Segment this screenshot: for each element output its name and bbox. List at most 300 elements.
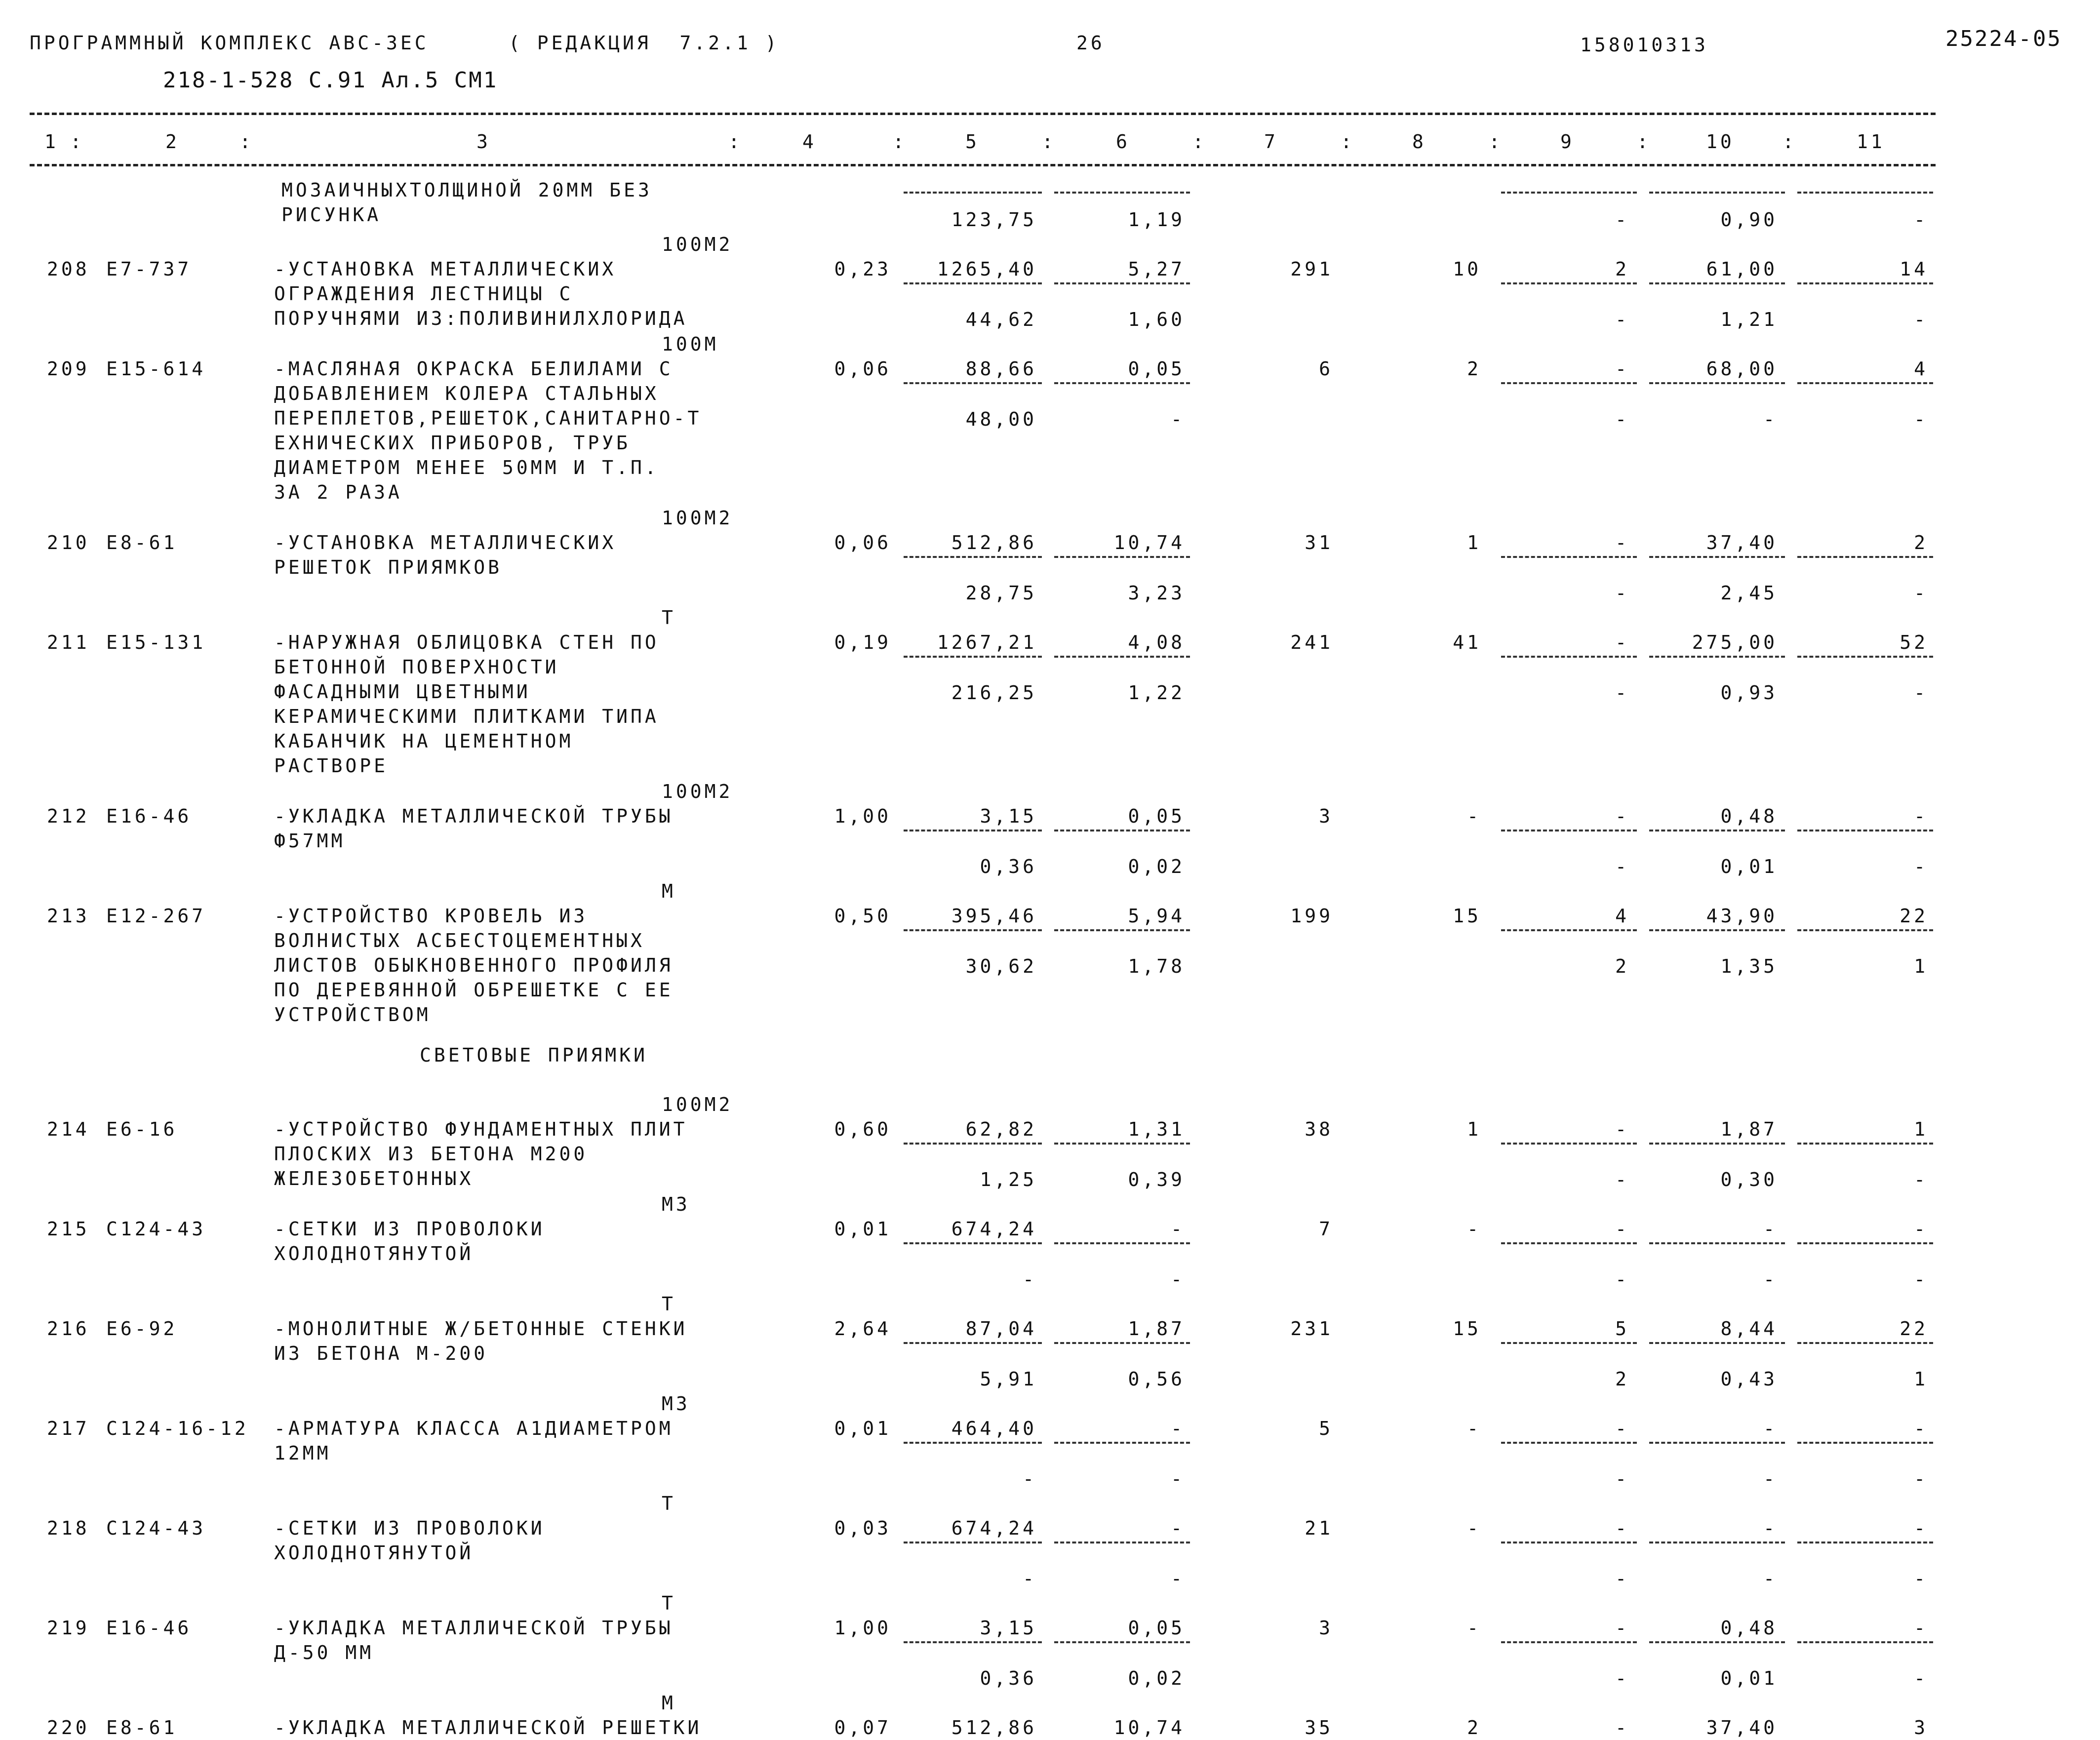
rate-code: С124-43 xyxy=(106,1218,206,1240)
cell-sub-s10: - xyxy=(1763,1568,1778,1589)
cell-c10: 0,90 xyxy=(1720,209,1778,231)
section-title: СВЕТОВЫЕ ПРИЯМКИ xyxy=(420,1044,648,1066)
rate-code: Е15-131 xyxy=(106,632,206,653)
subtotal-separator xyxy=(1649,1143,1785,1145)
cell-c11: - xyxy=(1914,805,1928,827)
cell-c11: 4 xyxy=(1914,358,1928,380)
cell-c7: 3 xyxy=(1319,805,1333,827)
subtotal-separator xyxy=(1501,1342,1637,1344)
subtotal-separator xyxy=(1797,192,1933,194)
row-number: 210 xyxy=(47,532,90,554)
subtotal-separator xyxy=(904,656,1042,658)
rate-code: Е6-92 xyxy=(106,1318,178,1340)
cell-sub-s11: 1 xyxy=(1914,955,1928,977)
cell-c7: 31 xyxy=(1305,532,1333,554)
cell-sub-s6: - xyxy=(1171,408,1185,430)
cell-c7: 3 xyxy=(1319,1617,1333,1639)
cell-c6: 10,74 xyxy=(1113,532,1185,554)
cell-qty: 0,06 xyxy=(834,532,891,554)
cell-sub-s10: 0,43 xyxy=(1720,1368,1778,1390)
cell-c7: 6 xyxy=(1319,358,1333,380)
cell-sub-s6: 1,78 xyxy=(1128,955,1185,977)
cell-sub-s9: - xyxy=(1615,1568,1629,1589)
col-separator: : xyxy=(1637,131,1651,153)
cell-c8: - xyxy=(1467,1617,1481,1639)
cell-c5: 87,04 xyxy=(965,1318,1037,1340)
cell-sub-s6: 3,23 xyxy=(1128,582,1185,604)
item-description-line: 12ММ xyxy=(274,1442,331,1464)
cell-c11: 22 xyxy=(1900,905,1928,927)
cell-c5: 1265,40 xyxy=(937,258,1037,280)
item-description-line: ХОЛОДНОТЯНУТОЙ xyxy=(274,1542,474,1564)
cell-qty: 0,01 xyxy=(834,1218,891,1240)
item-description-line: -УСТАНОВКА МЕТАЛЛИЧЕСКИХ xyxy=(274,532,617,554)
item-description-line: -МАСЛЯНАЯ ОКРАСКА БЕЛИЛАМИ С xyxy=(274,358,674,380)
cell-sub-s6: - xyxy=(1171,1268,1185,1290)
subtotal-separator xyxy=(1054,929,1190,931)
cell-c9: - xyxy=(1615,1717,1629,1739)
cell-sub-s6: - xyxy=(1171,1468,1185,1490)
cell-c7: 5 xyxy=(1319,1418,1333,1439)
cell-c8: 10 xyxy=(1453,258,1481,280)
subtotal-separator xyxy=(1797,830,1933,831)
item-description-line: -УКЛАДКА МЕТАЛЛИЧЕСКОЙ РЕШЕТКИ xyxy=(274,1717,702,1739)
cell-sub-s6: 1,22 xyxy=(1128,682,1185,704)
subtotal-separator xyxy=(1054,1542,1190,1543)
cell-sub-s10: 0,01 xyxy=(1720,1667,1778,1689)
cell-sub-s5: 216,25 xyxy=(951,682,1037,704)
cell-sub-s10: 2,45 xyxy=(1720,582,1778,604)
cell-c9: - xyxy=(1615,1617,1629,1639)
cell-sub-s10: 1,21 xyxy=(1720,309,1778,330)
cell-c7: 35 xyxy=(1305,1717,1333,1739)
cell-c9: - xyxy=(1615,632,1629,653)
subtotal-separator xyxy=(1054,1641,1190,1643)
unit-label: М3 xyxy=(662,1393,690,1415)
subtotal-separator xyxy=(1797,1242,1933,1244)
cell-sub-s5: 0,36 xyxy=(980,856,1037,877)
cell-sub-s9: - xyxy=(1615,1667,1629,1689)
cell-c10: - xyxy=(1763,1418,1778,1439)
rate-code: Е15-614 xyxy=(106,358,206,380)
header-rule-top xyxy=(30,113,1936,115)
item-description-line: -УСТРОЙСТВО КРОВЕЛЬ ИЗ xyxy=(274,905,588,927)
subtotal-separator xyxy=(1501,282,1637,284)
item-description-line: ЖЕЛЕЗОБЕТОННЫХ xyxy=(274,1168,474,1189)
subtotal-separator xyxy=(1797,1143,1933,1145)
cell-c6: 0,05 xyxy=(1128,358,1185,380)
col-header-8: 8 xyxy=(1412,131,1426,153)
cell-sub-s11: - xyxy=(1914,582,1928,604)
subtotal-separator xyxy=(1054,1442,1190,1444)
subtotal-separator xyxy=(1649,382,1785,384)
row-number: 214 xyxy=(47,1118,90,1140)
item-description-line: -НАРУЖНАЯ ОБЛИЦОВКА СТЕН ПО xyxy=(274,632,659,653)
cell-sub-s10: - xyxy=(1763,1268,1778,1290)
subtotal-separator xyxy=(1501,556,1637,558)
subtotal-separator xyxy=(1054,282,1190,284)
rate-code: Е7-737 xyxy=(106,258,192,280)
cell-c7: 291 xyxy=(1290,258,1333,280)
cell-c8: - xyxy=(1467,1517,1481,1539)
cell-c9: - xyxy=(1615,805,1629,827)
cell-qty: 0,06 xyxy=(834,358,891,380)
item-description-line: ОГРАЖДЕНИЯ ЛЕСТНИЦЫ С xyxy=(274,283,574,305)
item-description-line: КАБАНЧИК НА ЦЕМЕНТНОМ xyxy=(274,730,574,752)
subtotal-separator xyxy=(1649,656,1785,658)
cell-sub-s9: - xyxy=(1615,682,1629,704)
cell-c5: 62,82 xyxy=(965,1118,1037,1140)
cell-c7: 21 xyxy=(1305,1517,1333,1539)
col-separator: : xyxy=(1192,131,1207,153)
cell-sub-s9: 2 xyxy=(1615,1368,1629,1390)
subtotal-separator xyxy=(904,1342,1042,1344)
cell-c6: 1,87 xyxy=(1128,1318,1185,1340)
subtotal-separator xyxy=(1501,382,1637,384)
cell-sub-s10: 1,35 xyxy=(1720,955,1778,977)
cell-sub-s11: - xyxy=(1914,682,1928,704)
col-separator: : xyxy=(1489,131,1503,153)
col-header-4: 4 xyxy=(802,131,817,153)
cell-c9: - xyxy=(1615,1118,1629,1140)
cell-sub-s5: 1,25 xyxy=(980,1169,1037,1190)
subtotal-separator xyxy=(1054,556,1190,558)
cell-sub-s5: 5,91 xyxy=(980,1368,1037,1390)
cell-c10: 37,40 xyxy=(1706,532,1778,554)
subtotal-separator xyxy=(1797,1442,1933,1444)
cell-qty: 0,60 xyxy=(834,1118,891,1140)
cell-sub-s11: - xyxy=(1914,309,1928,330)
cell-c6: - xyxy=(1171,1418,1185,1439)
item-description-line: ХОЛОДНОТЯНУТОЙ xyxy=(274,1243,474,1265)
unit-label: Т xyxy=(662,1293,676,1315)
cell-sub-s9: - xyxy=(1615,1169,1629,1190)
row-number: 209 xyxy=(47,358,90,380)
cell-c10: 0,48 xyxy=(1720,805,1778,827)
col-header-3: 3 xyxy=(476,131,491,153)
item-description-line: -СЕТКИ ИЗ ПРОВОЛОКИ xyxy=(274,1517,545,1539)
col-separator: : xyxy=(893,131,907,153)
row-number: 220 xyxy=(47,1717,90,1739)
cell-c5: 674,24 xyxy=(951,1517,1037,1539)
cell-sub-s11: - xyxy=(1914,1667,1928,1689)
subtotal-separator xyxy=(1649,192,1785,194)
item-description-line: РИСУНКА xyxy=(281,204,382,226)
col-header-2: 2 xyxy=(165,131,180,153)
subtotal-separator xyxy=(1797,1641,1933,1643)
item-description-line: ПОРУЧНЯМИ ИЗ:ПОЛИВИНИЛХЛОРИДА xyxy=(274,308,688,329)
col-header-10: 10 xyxy=(1706,131,1735,153)
rate-code: С124-43 xyxy=(106,1517,206,1539)
document-subtitle: 218-1-528 С.91 Ал.5 СМ1 xyxy=(163,68,498,93)
cell-c7: 7 xyxy=(1319,1218,1333,1240)
cell-sub-s5: 44,62 xyxy=(965,309,1037,330)
subtotal-separator xyxy=(1797,382,1933,384)
cell-c6: 4,08 xyxy=(1128,632,1185,653)
subtotal-separator xyxy=(904,1641,1042,1643)
cell-c11: 52 xyxy=(1900,632,1928,653)
subtotal-separator xyxy=(1501,929,1637,931)
col-separator: : xyxy=(70,131,84,153)
cell-c7: 241 xyxy=(1290,632,1333,653)
cell-c11: 1 xyxy=(1914,1118,1928,1140)
subtotal-separator xyxy=(1649,1442,1785,1444)
item-description-line: ПЛОСКИХ ИЗ БЕТОНА М200 xyxy=(274,1143,588,1165)
item-description-line: -СЕТКИ ИЗ ПРОВОЛОКИ xyxy=(274,1218,545,1240)
cell-c6: 1,31 xyxy=(1128,1118,1185,1140)
col-header-7: 7 xyxy=(1264,131,1278,153)
item-description-line: -УКЛАДКА МЕТАЛЛИЧЕСКОЙ ТРУБЫ xyxy=(274,805,674,827)
cell-c5: 512,86 xyxy=(951,532,1037,554)
subtotal-separator xyxy=(1501,1442,1637,1444)
cell-c6: 5,27 xyxy=(1128,258,1185,280)
cell-c11: - xyxy=(1914,1517,1928,1539)
cell-c5: 123,75 xyxy=(951,209,1037,231)
cell-qty: 1,00 xyxy=(834,1617,891,1639)
cell-c6: 10,74 xyxy=(1113,1717,1185,1739)
row-number: 216 xyxy=(47,1318,90,1340)
item-description-line: ФАСАДНЫМИ ЦВЕТНЫМИ xyxy=(274,681,531,703)
cell-sub-s5: 30,62 xyxy=(965,955,1037,977)
col-header-5: 5 xyxy=(965,131,980,153)
edition-label: ( РЕДАКЦИЯ 7.2.1 ) xyxy=(509,32,780,54)
cell-c9: - xyxy=(1615,358,1629,380)
row-number: 208 xyxy=(47,258,90,280)
cell-c11: - xyxy=(1914,209,1928,231)
item-description-line: УСТРОЙСТВОМ xyxy=(274,1004,431,1026)
cell-qty: 2,64 xyxy=(834,1318,891,1340)
item-description-line: ИЗ БЕТОНА М-200 xyxy=(274,1343,488,1364)
cell-sub-s10: - xyxy=(1763,408,1778,430)
rate-code: Е8-61 xyxy=(106,1717,178,1739)
cell-c7: 38 xyxy=(1305,1118,1333,1140)
unit-label: 100М xyxy=(662,333,719,355)
col-header-9: 9 xyxy=(1560,131,1575,153)
unit-label: Т xyxy=(662,1493,676,1514)
subtotal-separator xyxy=(1501,1641,1637,1643)
subtotal-separator xyxy=(904,1242,1042,1244)
subtotal-separator xyxy=(904,1143,1042,1145)
cell-sub-s9: - xyxy=(1615,309,1629,330)
cell-c9: - xyxy=(1615,1218,1629,1240)
item-description-line: -УСТАНОВКА МЕТАЛЛИЧЕСКИХ xyxy=(274,258,617,280)
cell-c10: 8,44 xyxy=(1720,1318,1778,1340)
subtotal-separator xyxy=(1649,1342,1785,1344)
unit-label: М3 xyxy=(662,1193,690,1215)
cell-sub-s6: - xyxy=(1171,1568,1185,1589)
cell-c9: - xyxy=(1615,1418,1629,1439)
item-description-line: КЕРАМИЧЕСКИМИ ПЛИТКАМИ ТИПА xyxy=(274,706,659,727)
cell-c10: 0,48 xyxy=(1720,1617,1778,1639)
cell-sub-s5: - xyxy=(1023,1468,1037,1490)
cell-c11: 2 xyxy=(1914,532,1928,554)
page-number: 26 xyxy=(1076,32,1105,54)
col-header-11: 11 xyxy=(1857,131,1885,153)
unit-label: 100М2 xyxy=(662,781,733,802)
cell-c9: - xyxy=(1615,1517,1629,1539)
cell-c5: 674,24 xyxy=(951,1218,1037,1240)
subtotal-separator xyxy=(1054,656,1190,658)
cell-c11: - xyxy=(1914,1418,1928,1439)
subtotal-separator xyxy=(1649,282,1785,284)
cell-qty: 0,50 xyxy=(834,905,891,927)
cell-sub-s5: - xyxy=(1023,1268,1037,1290)
cell-c5: 464,40 xyxy=(951,1418,1037,1439)
cell-c10: 37,40 xyxy=(1706,1717,1778,1739)
subtotal-separator xyxy=(1501,656,1637,658)
cell-c8: - xyxy=(1467,805,1481,827)
cell-c8: - xyxy=(1467,1218,1481,1240)
item-description-line: ВОЛНИСТЫХ АСБЕСТОЦЕМЕНТНЫХ xyxy=(274,930,645,951)
cell-qty: 0,03 xyxy=(834,1517,891,1539)
cell-c10: 1,87 xyxy=(1720,1118,1778,1140)
subtotal-separator xyxy=(1054,1143,1190,1145)
item-description-line: МОЗАИЧНЫХТОЛЩИНОЙ 20ММ БЕЗ xyxy=(281,179,652,201)
cell-qty: 1,00 xyxy=(834,805,891,827)
cell-c9: 5 xyxy=(1615,1318,1629,1340)
cell-c9: - xyxy=(1615,209,1629,231)
subtotal-separator xyxy=(1649,1542,1785,1543)
cell-sub-s6: 0,56 xyxy=(1128,1368,1185,1390)
cell-sub-s6: 1,60 xyxy=(1128,309,1185,330)
cell-sub-s9: - xyxy=(1615,582,1629,604)
subtotal-separator xyxy=(1797,929,1933,931)
item-description-line: ПЕРЕПЛЕТОВ,РЕШЕТОК,САНИТАРНО-Т xyxy=(274,407,702,429)
cell-c10: - xyxy=(1763,1218,1778,1240)
item-description-line: Д-50 ММ xyxy=(274,1642,374,1663)
cell-c5: 3,15 xyxy=(980,805,1037,827)
cell-c5: 3,15 xyxy=(980,1617,1037,1639)
cell-c8: 1 xyxy=(1467,1118,1481,1140)
row-number: 219 xyxy=(47,1617,90,1639)
rate-code: С124-16-12 xyxy=(106,1418,249,1439)
col-separator: : xyxy=(239,131,254,153)
subtotal-separator xyxy=(904,929,1042,931)
unit-label: 100М2 xyxy=(662,234,733,255)
cell-c10: 43,90 xyxy=(1706,905,1778,927)
item-description-line: ЕХНИЧЕСКИХ ПРИБОРОВ, ТРУБ xyxy=(274,432,631,454)
cell-c11: 3 xyxy=(1914,1717,1928,1739)
cell-c6: 5,94 xyxy=(1128,905,1185,927)
item-description-line: ДОБАВЛЕНИЕМ КОЛЕРА СТАЛЬНЫХ xyxy=(274,383,659,404)
subtotal-separator xyxy=(1797,1342,1933,1344)
cell-c11: - xyxy=(1914,1218,1928,1240)
cell-sub-s11: 1 xyxy=(1914,1368,1928,1390)
col-separator: : xyxy=(1783,131,1797,153)
cell-c6: 0,05 xyxy=(1128,1617,1185,1639)
row-number: 218 xyxy=(47,1517,90,1539)
cell-sub-s10: 0,93 xyxy=(1720,682,1778,704)
rate-code: Е16-46 xyxy=(106,805,192,827)
item-description-line: -МОНОЛИТНЫЕ Ж/БЕТОННЫЕ СТЕНКИ xyxy=(274,1318,688,1340)
cell-c5: 512,86 xyxy=(951,1717,1037,1739)
subtotal-separator xyxy=(1054,830,1190,831)
cell-c7: 231 xyxy=(1290,1318,1333,1340)
item-description-line: ПО ДЕРЕВЯННОЙ ОБРЕШЕТКЕ С ЕЕ xyxy=(274,979,674,1001)
item-description-line: Ф57ММ xyxy=(274,830,346,852)
row-number: 217 xyxy=(47,1418,90,1439)
cell-qty: 0,07 xyxy=(834,1717,891,1739)
col-separator: : xyxy=(1042,131,1056,153)
item-description-line: -УКЛАДКА МЕТАЛЛИЧЕСКОЙ ТРУБЫ xyxy=(274,1617,674,1639)
col-header-1: 1 xyxy=(44,131,59,153)
cell-c6: - xyxy=(1171,1218,1185,1240)
subtotal-separator xyxy=(1501,1242,1637,1244)
cell-sub-s9: - xyxy=(1615,856,1629,877)
item-description-line: -УСТРОЙСТВО ФУНДАМЕНТНЫХ ПЛИТ xyxy=(274,1118,688,1140)
subtotal-separator xyxy=(1501,1143,1637,1145)
cell-sub-s11: - xyxy=(1914,856,1928,877)
cell-c8: 15 xyxy=(1453,1318,1481,1340)
cell-sub-s11: - xyxy=(1914,1568,1928,1589)
rate-code: Е16-46 xyxy=(106,1617,192,1639)
cell-c6: - xyxy=(1171,1517,1185,1539)
subtotal-separator xyxy=(904,1542,1042,1543)
item-description-line: БЕТОННОЙ ПОВЕРХНОСТИ xyxy=(274,656,559,678)
cell-sub-s10: - xyxy=(1763,1468,1778,1490)
subtotal-separator xyxy=(1054,192,1190,194)
cell-c9: 4 xyxy=(1615,905,1629,927)
row-number: 211 xyxy=(47,632,90,653)
cell-c9: 2 xyxy=(1615,258,1629,280)
cell-c10: 68,00 xyxy=(1706,358,1778,380)
cell-c8: 41 xyxy=(1453,632,1481,653)
cell-qty: 0,01 xyxy=(834,1418,891,1439)
subtotal-separator xyxy=(1649,1242,1785,1244)
cell-c9: - xyxy=(1615,532,1629,554)
cell-c11: 22 xyxy=(1900,1318,1928,1340)
cell-sub-s9: 2 xyxy=(1615,955,1629,977)
cell-sub-s11: - xyxy=(1914,1169,1928,1190)
subtotal-separator xyxy=(1054,382,1190,384)
cell-qty: 0,23 xyxy=(834,258,891,280)
unit-label: Т xyxy=(662,1592,676,1614)
unit-label: М xyxy=(662,880,676,902)
subtotal-separator xyxy=(1797,282,1933,284)
document-number: 158010313 xyxy=(1580,34,1708,56)
cell-c11: 14 xyxy=(1900,258,1928,280)
subtotal-separator xyxy=(904,556,1042,558)
subtotal-separator xyxy=(1797,656,1933,658)
row-number: 213 xyxy=(47,905,90,927)
subtotal-separator xyxy=(1797,556,1933,558)
subtotal-separator xyxy=(904,1442,1042,1444)
subtotal-separator xyxy=(1054,1342,1190,1344)
subtotal-separator xyxy=(1501,1542,1637,1543)
cell-c7: 199 xyxy=(1290,905,1333,927)
cell-sub-s6: 0,39 xyxy=(1128,1169,1185,1190)
cell-c8: 2 xyxy=(1467,1717,1481,1739)
program-title: ПРОГРАММНЫЙ КОМПЛЕКС АВС-3ЕС xyxy=(30,32,429,54)
row-number: 215 xyxy=(47,1218,90,1240)
cell-sub-s9: - xyxy=(1615,1268,1629,1290)
item-description-line: ЗА 2 РАЗА xyxy=(274,481,402,503)
cell-c10: 275,00 xyxy=(1692,632,1778,653)
cell-c5: 1267,21 xyxy=(937,632,1037,653)
cell-c8: 15 xyxy=(1453,905,1481,927)
cell-qty: 0,19 xyxy=(834,632,891,653)
subtotal-separator xyxy=(1054,1242,1190,1244)
cell-c8: 2 xyxy=(1467,358,1481,380)
unit-label: М xyxy=(662,1692,676,1714)
cell-sub-s11: - xyxy=(1914,1268,1928,1290)
cell-c11: - xyxy=(1914,1617,1928,1639)
subtotal-separator xyxy=(1501,830,1637,831)
header-rule-bottom xyxy=(30,164,1936,166)
cell-c6: 1,19 xyxy=(1128,209,1185,231)
cell-sub-s5: - xyxy=(1023,1568,1037,1589)
subtotal-separator xyxy=(1501,192,1637,194)
